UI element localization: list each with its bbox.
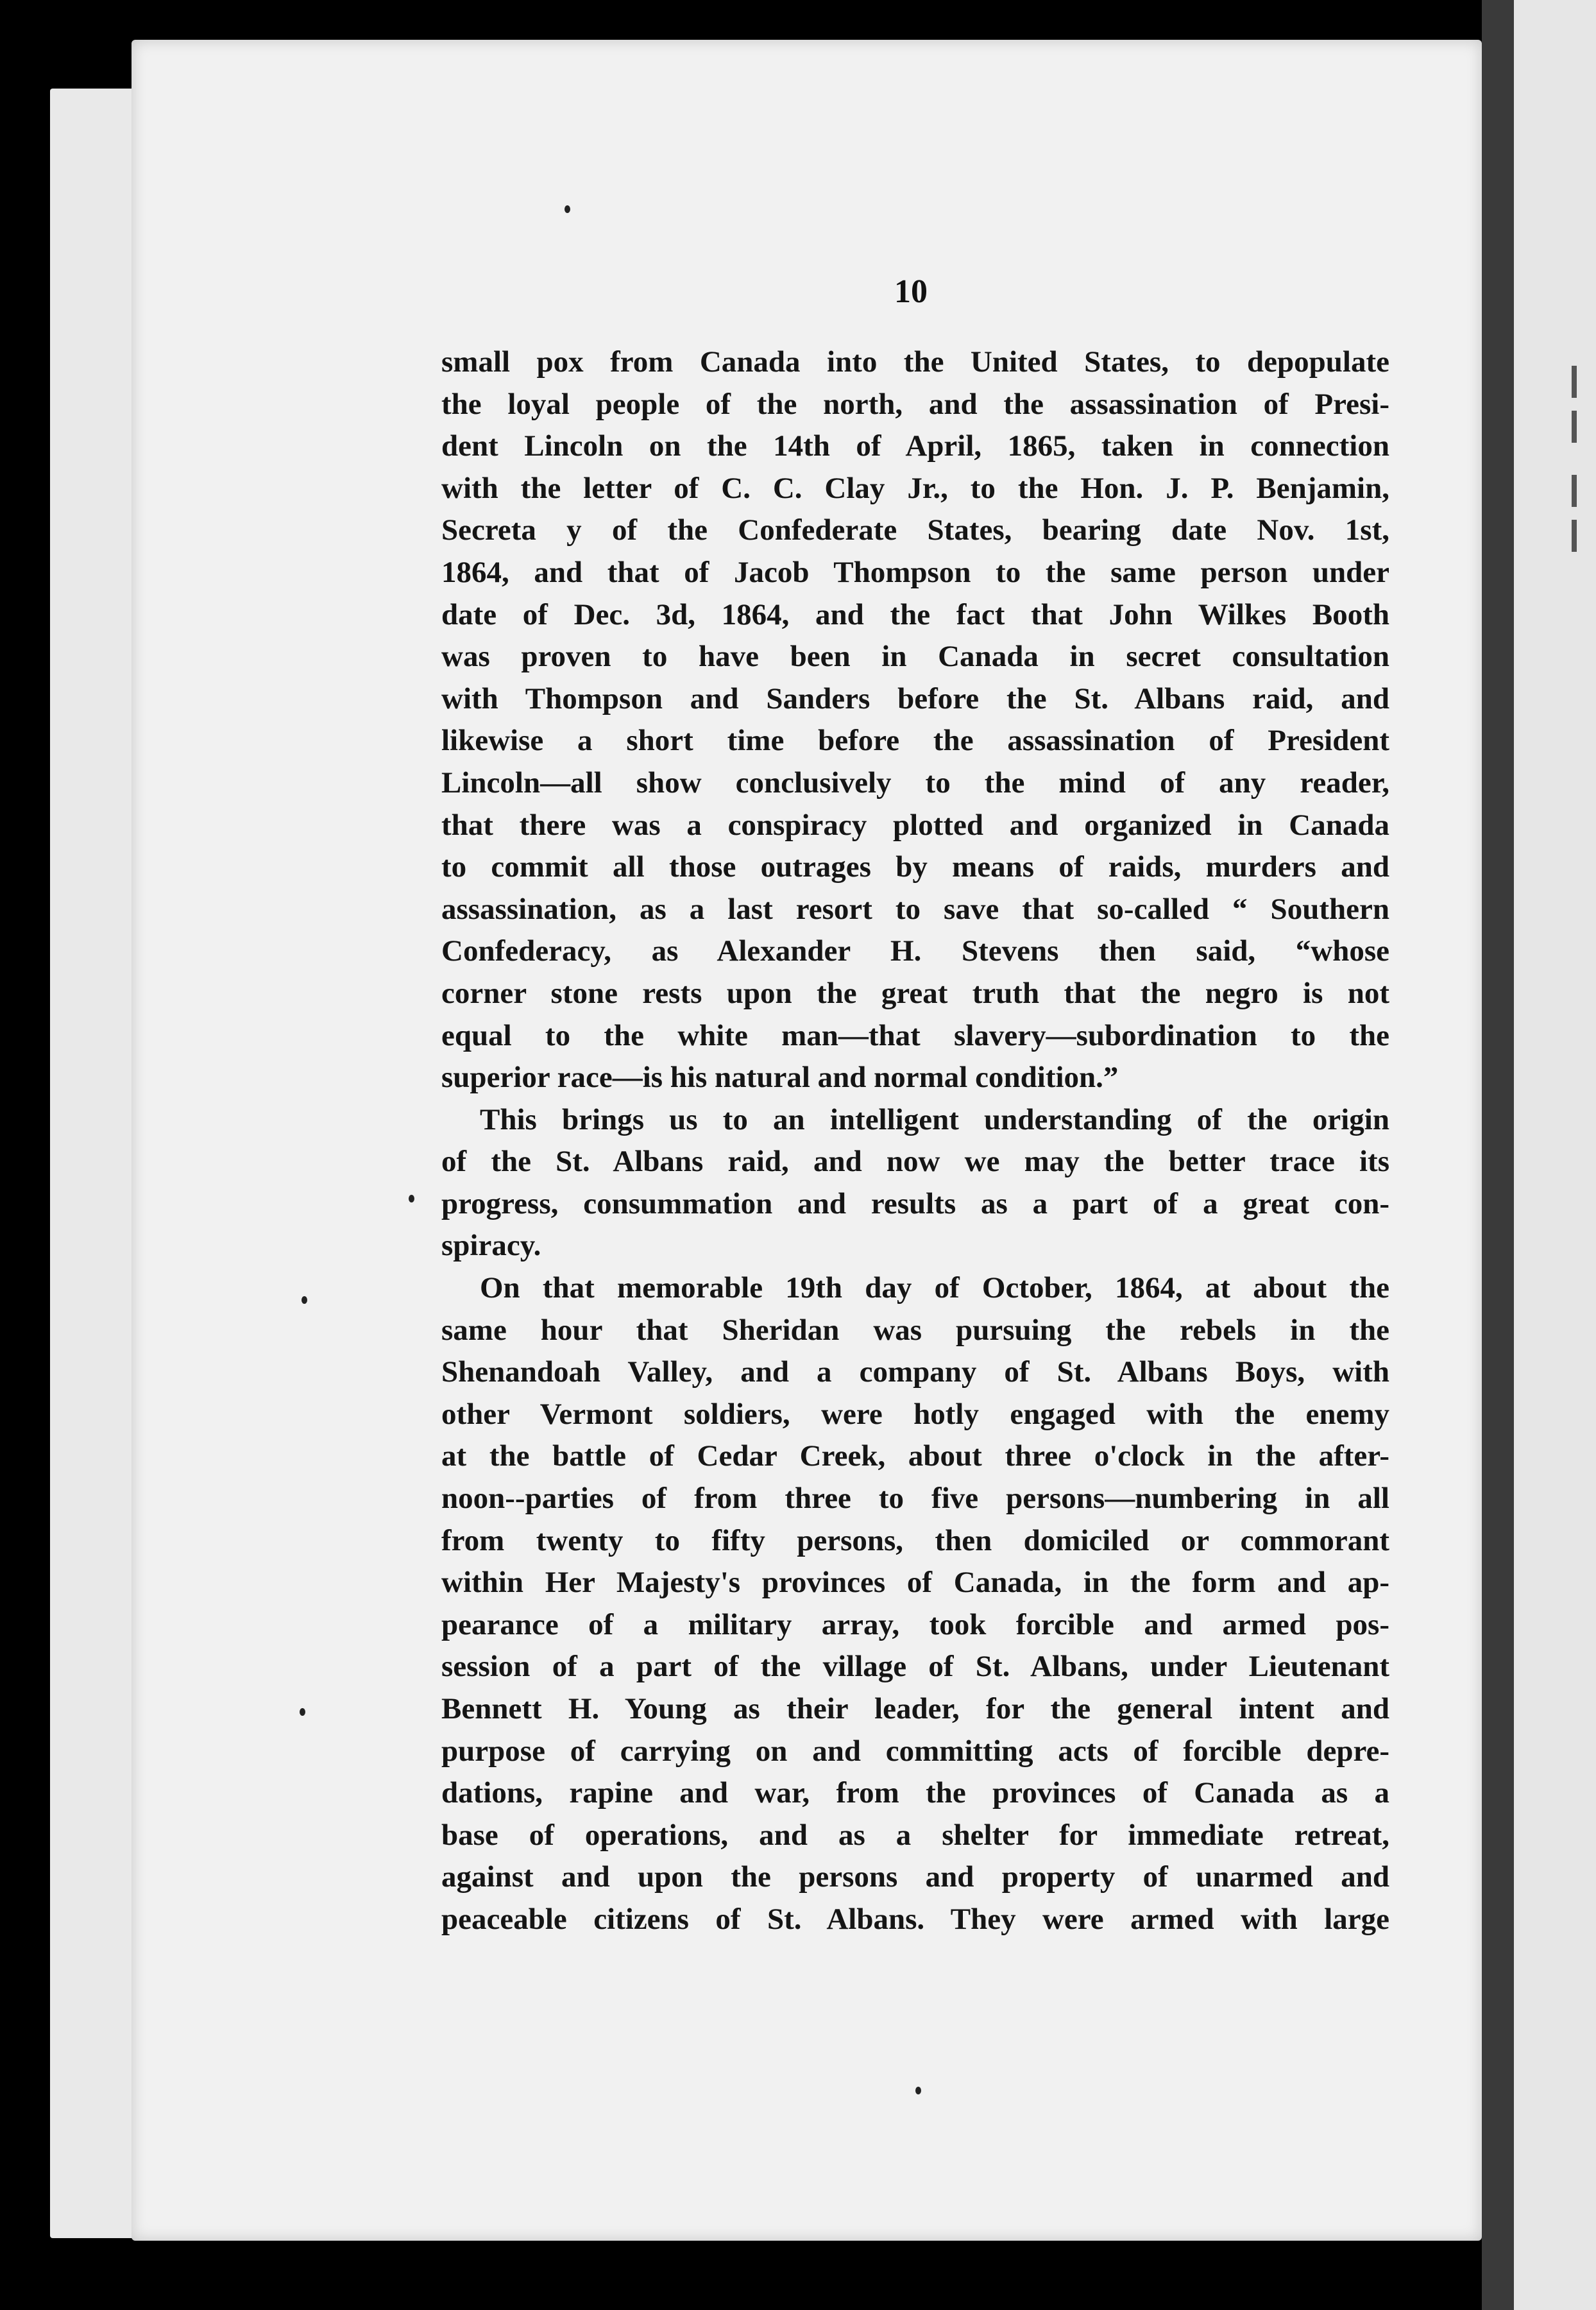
bleed-mark [1572,366,1577,398]
text-line: from twenty to fifty persons, then domiciled or commorant [441,1523,1389,1557]
text-line: Confederacy, as Alexander H. Stevens then said, “whose [441,934,1389,968]
ink-speck [915,2087,921,2094]
ink-speck [409,1195,414,1202]
text-line: assassination, as a last resort to save that so-called “ Southern [441,892,1389,926]
text-line: purpose of carrying on and committing acts of forcible depre- [441,1734,1389,1768]
text-line: dations, rapine and war, from the provinces of Canada as a [441,1776,1389,1810]
bleed-mark [1572,475,1577,507]
text-line: progress, consummation and results as a part of a great con- [441,1186,1389,1220]
text-line: This brings us to an intelligent understanding of the origin [480,1102,1389,1136]
text-line: Shenandoah Valley, and a company of St. Albans Boys, with [441,1355,1389,1389]
ink-speck [300,1708,305,1716]
text-line: peaceable citizens of St. Albans. They were armed with large [441,1902,1389,1936]
text-line: 1864, and that of Jacob Thompson to the same person under [441,555,1389,589]
text-line: base of operations, and as a shelter for immediate retreat, [441,1818,1389,1852]
text-line: the loyal people of the north, and the assassination of Presi- [441,387,1389,421]
text-line: small pox from Canada into the United States, to depopulate [441,345,1389,379]
bleed-mark [1572,411,1577,443]
text-line: within Her Majesty's provinces of Canada, in the form and ap- [441,1566,1389,1600]
text-line: other Vermont soldiers, were hotly engaged with the enemy [441,1397,1389,1431]
text-line: Bennett H. Young as their leader, for the general intent and [441,1692,1389,1725]
text-line: spiracy. [441,1229,541,1263]
text-line: likewise a short time before the assassination of President [441,724,1389,758]
text-line: same hour that Sheridan was pursuing the rebels in the [441,1313,1389,1347]
text-line: dent Lincoln on the 14th of April, 1865, taken in connection [441,429,1389,463]
next-page-edge [1514,0,1596,2310]
text-line: date of Dec. 3d, 1864, and the fact that John Wilkes Booth [441,597,1389,631]
text-line: Secreta y of the Confederate States, bearing date Nov. 1st, [441,513,1389,547]
text-line: was proven to have been in Canada in secret consultation [441,640,1389,674]
text-line: against and upon the persons and property of unarmed and [441,1860,1389,1894]
text-line: with the letter of C. C. Clay Jr., to the Hon. J. P. Benjamin, [441,471,1389,505]
ink-speck [565,205,570,213]
text-line: pearance of a military array, took forcible and armed pos- [441,1607,1389,1641]
text-line: On that memorable 19th day of October, 1864, at about the [480,1271,1389,1305]
page-number: 10 [894,273,928,310]
text-line: corner stone rests upon the great truth that the negro is not [441,976,1389,1010]
bleed-mark [1572,520,1577,552]
ink-speck [301,1296,307,1304]
text-line: with Thompson and Sanders before the St. Albans raid, and [441,681,1389,715]
text-line: to commit all those outrages by means of raids, murders and [441,850,1389,884]
body-text [441,341,1389,1941]
text-line: session of a part of the village of St. Albans, under Lieutenant [441,1650,1389,1684]
text-line: of the St. Albans raid, and now we may the better trace its [441,1145,1389,1179]
text-line: superior race—is his natural and normal condition.” [441,1061,1119,1095]
text-line: noon--parties of from three to five persons—numbering in all [441,1482,1389,1516]
text-line: at the battle of Cedar Creek, about three o'clock in the after- [441,1439,1389,1473]
book-gutter [1482,0,1514,2310]
text-line: that there was a conspiracy plotted and organized in Canada [441,808,1389,842]
text-line: Lincoln—all show conclusively to the mind of any reader, [441,766,1389,800]
text-line: equal to the white man—that slavery—subordination to the [441,1018,1389,1052]
